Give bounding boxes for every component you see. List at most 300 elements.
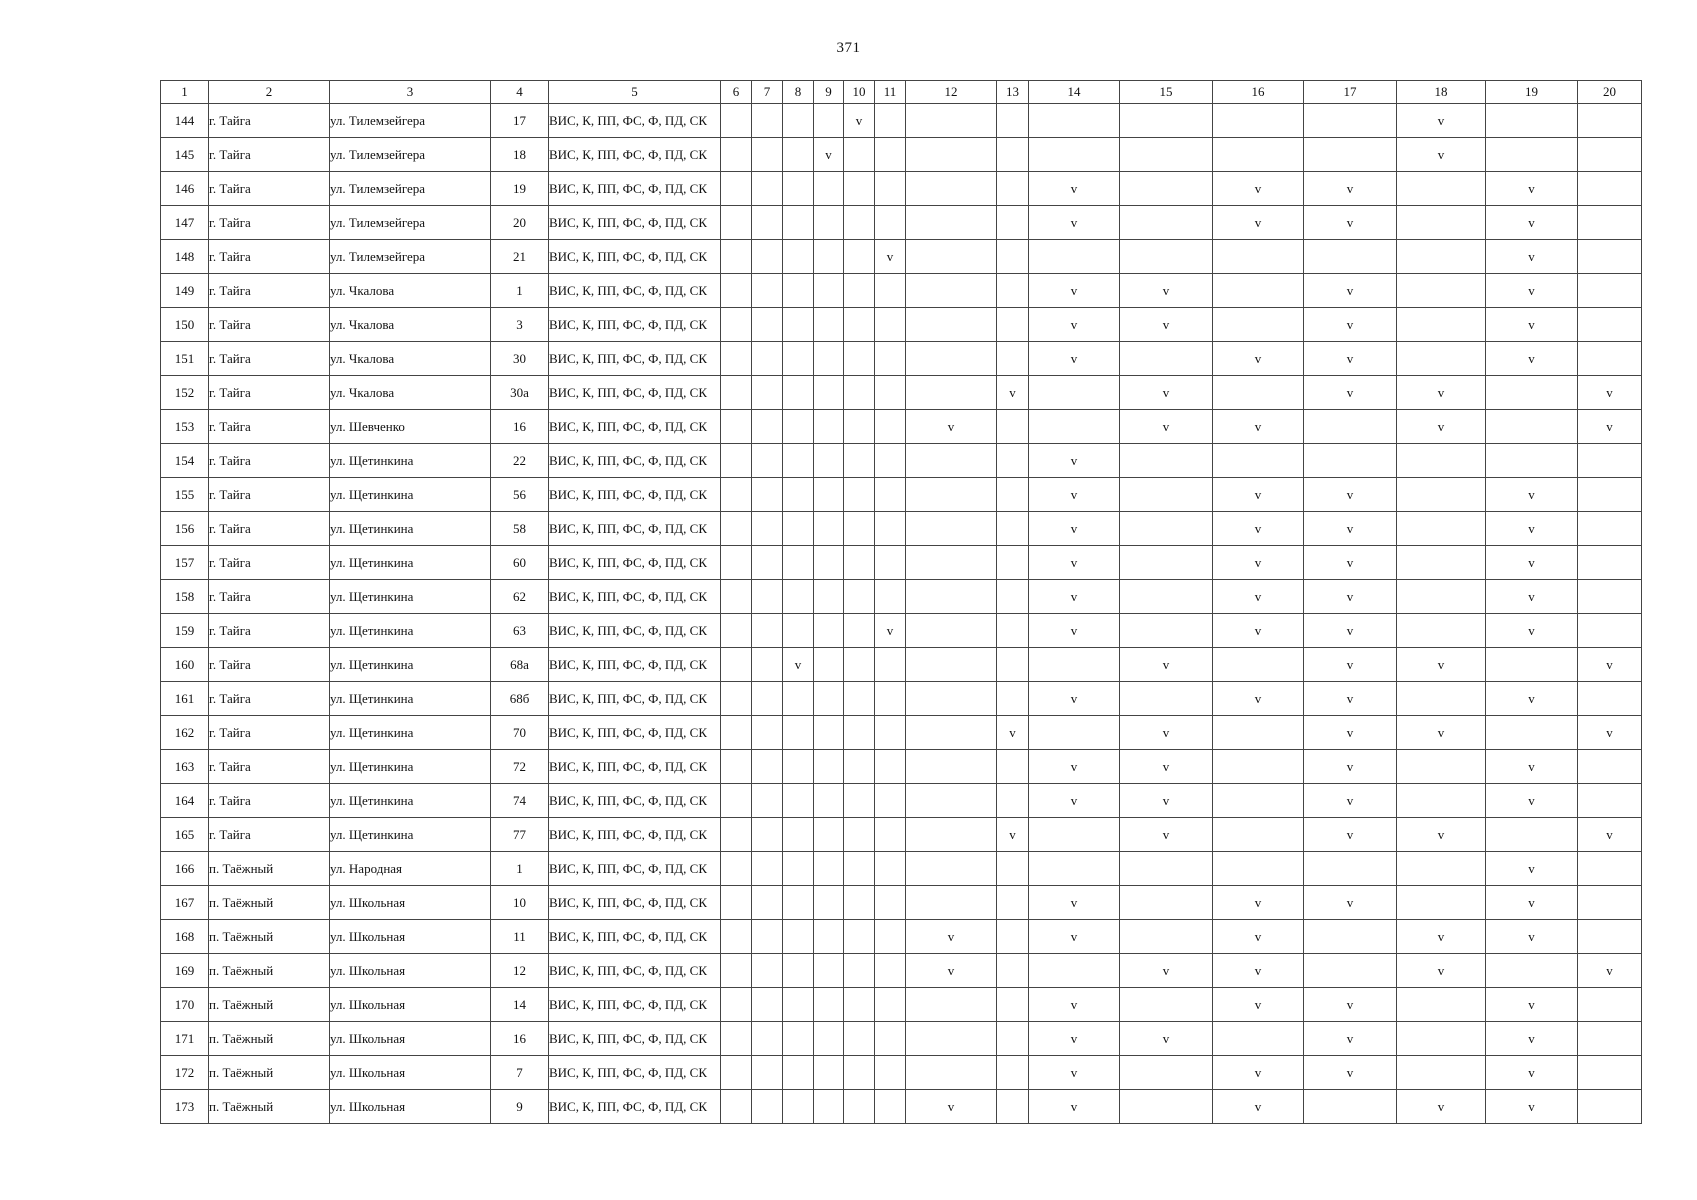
check-mark-col-17: v	[1304, 206, 1397, 240]
check-cell-col-15	[1120, 240, 1213, 274]
table-row	[161, 614, 1642, 648]
check-cell-col-8	[783, 852, 814, 886]
check-cell-col-8	[783, 580, 814, 614]
table-row	[161, 988, 1642, 1022]
check-cell-col-16	[1213, 750, 1304, 784]
row-number-cell: 166	[161, 852, 209, 886]
work-types-cell: ВИС, К, ПП, ФС, Ф, ПД, СК	[549, 512, 721, 546]
locality-cell: п. Таёжный	[209, 988, 330, 1022]
check-cell-col-13	[997, 308, 1029, 342]
column-header-16: 16	[1213, 81, 1304, 104]
work-types-cell: ВИС, К, ПП, ФС, Ф, ПД, СК	[549, 274, 721, 308]
check-cell-col-8	[783, 104, 814, 138]
check-cell-col-13	[997, 954, 1029, 988]
check-cell-col-14	[1029, 716, 1120, 750]
check-cell-col-8	[783, 886, 814, 920]
check-cell-col-6	[721, 784, 752, 818]
check-cell-col-13	[997, 138, 1029, 172]
check-cell-col-15	[1120, 580, 1213, 614]
check-mark-col-17: v	[1304, 988, 1397, 1022]
row-number-cell: 153	[161, 410, 209, 444]
check-cell-col-6	[721, 1090, 752, 1124]
row-number-cell: 168	[161, 920, 209, 954]
check-cell-col-16	[1213, 852, 1304, 886]
check-cell-col-10	[844, 716, 875, 750]
check-cell-col-10	[844, 342, 875, 376]
check-cell-col-12	[906, 104, 997, 138]
check-cell-col-14	[1029, 104, 1120, 138]
street-cell: ул. Чкалова	[330, 274, 491, 308]
house-number-cell: 9	[491, 1090, 549, 1124]
house-number-cell: 18	[491, 138, 549, 172]
check-cell-col-17	[1304, 410, 1397, 444]
work-types-cell: ВИС, К, ПП, ФС, Ф, ПД, СК	[549, 750, 721, 784]
check-cell-col-7	[752, 580, 783, 614]
table-row	[161, 852, 1642, 886]
check-cell-col-7	[752, 784, 783, 818]
check-cell-col-11	[875, 546, 906, 580]
check-mark-col-14: v	[1029, 342, 1120, 376]
street-cell: ул. Школьная	[330, 1022, 491, 1056]
check-cell-col-20	[1578, 546, 1642, 580]
street-cell: ул. Щетинкина	[330, 750, 491, 784]
check-cell-col-18	[1397, 240, 1486, 274]
check-cell-col-6	[721, 172, 752, 206]
check-mark-col-19: v	[1486, 206, 1578, 240]
check-cell-col-14	[1029, 954, 1120, 988]
row-number-cell: 162	[161, 716, 209, 750]
check-mark-col-20: v	[1578, 376, 1642, 410]
check-mark-col-20: v	[1578, 818, 1642, 852]
street-cell: ул. Школьная	[330, 1090, 491, 1124]
check-cell-col-12	[906, 614, 997, 648]
locality-cell: г. Тайга	[209, 750, 330, 784]
check-mark-col-14: v	[1029, 546, 1120, 580]
table-row	[161, 376, 1642, 410]
check-mark-col-12: v	[906, 920, 997, 954]
check-cell-col-10	[844, 886, 875, 920]
check-cell-col-11	[875, 750, 906, 784]
check-mark-col-18: v	[1397, 716, 1486, 750]
check-cell-col-11	[875, 342, 906, 376]
check-cell-col-13	[997, 478, 1029, 512]
check-cell-col-13	[997, 444, 1029, 478]
house-number-cell: 16	[491, 410, 549, 444]
locality-cell: г. Тайга	[209, 716, 330, 750]
check-mark-col-14: v	[1029, 274, 1120, 308]
street-cell: ул. Щетинкина	[330, 444, 491, 478]
check-cell-col-20	[1578, 138, 1642, 172]
street-cell: ул. Тилемзейгера	[330, 206, 491, 240]
check-cell-col-11	[875, 512, 906, 546]
table-row	[161, 1056, 1642, 1090]
check-cell-col-10	[844, 784, 875, 818]
check-mark-col-18: v	[1397, 104, 1486, 138]
work-types-cell: ВИС, К, ПП, ФС, Ф, ПД, СК	[549, 376, 721, 410]
check-cell-col-18	[1397, 886, 1486, 920]
check-cell-col-15	[1120, 614, 1213, 648]
check-cell-col-7	[752, 1056, 783, 1090]
row-number-cell: 145	[161, 138, 209, 172]
check-cell-col-9	[814, 886, 844, 920]
check-cell-col-20	[1578, 240, 1642, 274]
check-cell-col-12	[906, 682, 997, 716]
check-cell-col-9	[814, 784, 844, 818]
row-number-cell: 146	[161, 172, 209, 206]
check-cell-col-19	[1486, 648, 1578, 682]
house-number-cell: 1	[491, 274, 549, 308]
check-mark-col-17: v	[1304, 648, 1397, 682]
column-header-4: 4	[491, 81, 549, 104]
check-cell-col-20	[1578, 1056, 1642, 1090]
house-number-cell: 19	[491, 172, 549, 206]
check-cell-col-6	[721, 206, 752, 240]
check-mark-col-19: v	[1486, 342, 1578, 376]
check-cell-col-20	[1578, 478, 1642, 512]
work-types-cell: ВИС, К, ПП, ФС, Ф, ПД, СК	[549, 1056, 721, 1090]
column-header-8: 8	[783, 81, 814, 104]
row-number-cell: 164	[161, 784, 209, 818]
check-cell-col-6	[721, 546, 752, 580]
check-cell-col-20	[1578, 1022, 1642, 1056]
check-cell-col-20	[1578, 920, 1642, 954]
check-cell-col-11	[875, 1056, 906, 1090]
check-mark-col-15: v	[1120, 818, 1213, 852]
check-cell-col-9	[814, 444, 844, 478]
check-cell-col-9	[814, 1022, 844, 1056]
check-cell-col-7	[752, 818, 783, 852]
check-cell-col-18	[1397, 1056, 1486, 1090]
check-cell-col-7	[752, 342, 783, 376]
check-cell-col-8	[783, 512, 814, 546]
check-cell-col-8	[783, 1090, 814, 1124]
check-mark-col-17: v	[1304, 1056, 1397, 1090]
table-row	[161, 512, 1642, 546]
check-mark-col-18: v	[1397, 920, 1486, 954]
street-cell: ул. Чкалова	[330, 308, 491, 342]
check-cell-col-12	[906, 512, 997, 546]
check-cell-col-8	[783, 920, 814, 954]
table-row	[161, 750, 1642, 784]
check-cell-col-8	[783, 716, 814, 750]
check-cell-col-20	[1578, 444, 1642, 478]
locality-cell: г. Тайга	[209, 172, 330, 206]
check-cell-col-19	[1486, 410, 1578, 444]
check-mark-col-14: v	[1029, 988, 1120, 1022]
table-row	[161, 716, 1642, 750]
check-cell-col-19	[1486, 376, 1578, 410]
check-cell-col-11	[875, 104, 906, 138]
check-cell-col-8	[783, 478, 814, 512]
street-cell: ул. Щетинкина	[330, 682, 491, 716]
check-mark-col-17: v	[1304, 546, 1397, 580]
row-number-cell: 152	[161, 376, 209, 410]
check-cell-col-18	[1397, 614, 1486, 648]
check-cell-col-7	[752, 444, 783, 478]
street-cell: ул. Щетинкина	[330, 784, 491, 818]
check-mark-col-15: v	[1120, 1022, 1213, 1056]
check-cell-col-8	[783, 1022, 814, 1056]
check-mark-col-17: v	[1304, 750, 1397, 784]
check-cell-col-11	[875, 376, 906, 410]
check-mark-col-19: v	[1486, 852, 1578, 886]
column-header-13: 13	[997, 81, 1029, 104]
work-types-cell: ВИС, К, ПП, ФС, Ф, ПД, СК	[549, 580, 721, 614]
house-number-cell: 68а	[491, 648, 549, 682]
check-cell-col-13	[997, 104, 1029, 138]
page-number: 371	[836, 40, 861, 56]
check-cell-col-15	[1120, 682, 1213, 716]
check-cell-col-13	[997, 546, 1029, 580]
house-number-cell: 58	[491, 512, 549, 546]
check-cell-col-12	[906, 240, 997, 274]
column-header-1: 1	[161, 81, 209, 104]
check-mark-col-15: v	[1120, 648, 1213, 682]
street-cell: ул. Тилемзейгера	[330, 240, 491, 274]
street-cell: ул. Школьная	[330, 988, 491, 1022]
check-cell-col-10	[844, 1090, 875, 1124]
check-cell-col-20	[1578, 682, 1642, 716]
check-cell-col-12	[906, 852, 997, 886]
check-cell-col-14	[1029, 648, 1120, 682]
check-cell-col-8	[783, 376, 814, 410]
check-mark-col-14: v	[1029, 920, 1120, 954]
check-cell-col-12	[906, 784, 997, 818]
locality-cell: г. Тайга	[209, 818, 330, 852]
check-mark-col-18: v	[1397, 138, 1486, 172]
locality-cell: г. Тайга	[209, 682, 330, 716]
check-cell-col-12	[906, 1022, 997, 1056]
check-mark-col-16: v	[1213, 614, 1304, 648]
check-cell-col-20	[1578, 206, 1642, 240]
check-cell-col-16	[1213, 240, 1304, 274]
house-number-cell: 16	[491, 1022, 549, 1056]
check-mark-col-20: v	[1578, 716, 1642, 750]
check-cell-col-8	[783, 206, 814, 240]
check-cell-col-8	[783, 172, 814, 206]
work-types-cell: ВИС, К, ПП, ФС, Ф, ПД, СК	[549, 240, 721, 274]
row-number-cell: 156	[161, 512, 209, 546]
check-mark-col-19: v	[1486, 240, 1578, 274]
check-mark-col-17: v	[1304, 614, 1397, 648]
check-mark-col-18: v	[1397, 410, 1486, 444]
check-cell-col-17	[1304, 852, 1397, 886]
check-mark-col-18: v	[1397, 954, 1486, 988]
check-cell-col-15	[1120, 920, 1213, 954]
check-mark-col-19: v	[1486, 988, 1578, 1022]
check-mark-col-15: v	[1120, 750, 1213, 784]
check-cell-col-8	[783, 274, 814, 308]
street-cell: ул. Чкалова	[330, 342, 491, 376]
check-cell-col-9	[814, 818, 844, 852]
check-cell-col-8	[783, 240, 814, 274]
check-mark-col-17: v	[1304, 886, 1397, 920]
check-cell-col-8	[783, 750, 814, 784]
check-mark-col-19: v	[1486, 1056, 1578, 1090]
check-cell-col-9	[814, 274, 844, 308]
row-number-cell: 148	[161, 240, 209, 274]
check-cell-col-12	[906, 750, 997, 784]
check-cell-col-15	[1120, 852, 1213, 886]
column-header-7: 7	[752, 81, 783, 104]
check-cell-col-11	[875, 138, 906, 172]
table-row	[161, 274, 1642, 308]
check-mark-col-20: v	[1578, 954, 1642, 988]
check-mark-col-20: v	[1578, 648, 1642, 682]
house-number-cell: 7	[491, 1056, 549, 1090]
check-cell-col-13	[997, 988, 1029, 1022]
check-cell-col-7	[752, 410, 783, 444]
check-mark-col-10: v	[844, 104, 875, 138]
check-cell-col-19	[1486, 104, 1578, 138]
check-cell-col-11	[875, 444, 906, 478]
check-cell-col-6	[721, 240, 752, 274]
check-cell-col-13	[997, 1022, 1029, 1056]
locality-cell: г. Тайга	[209, 784, 330, 818]
house-number-cell: 63	[491, 614, 549, 648]
check-cell-col-9	[814, 682, 844, 716]
check-cell-col-15	[1120, 546, 1213, 580]
locality-cell: п. Таёжный	[209, 1056, 330, 1090]
check-cell-col-8	[783, 138, 814, 172]
check-cell-col-18	[1397, 784, 1486, 818]
check-cell-col-11	[875, 682, 906, 716]
check-cell-col-6	[721, 988, 752, 1022]
work-types-cell: ВИС, К, ПП, ФС, Ф, ПД, СК	[549, 716, 721, 750]
street-cell: ул. Щетинкина	[330, 648, 491, 682]
check-mark-col-16: v	[1213, 172, 1304, 206]
check-mark-col-17: v	[1304, 784, 1397, 818]
check-cell-col-13	[997, 512, 1029, 546]
house-number-cell: 70	[491, 716, 549, 750]
check-mark-col-16: v	[1213, 886, 1304, 920]
check-cell-col-15	[1120, 444, 1213, 478]
check-mark-col-16: v	[1213, 512, 1304, 546]
table-row	[161, 954, 1642, 988]
check-mark-col-16: v	[1213, 1056, 1304, 1090]
check-cell-col-18	[1397, 478, 1486, 512]
check-cell-col-20	[1578, 886, 1642, 920]
check-mark-col-16: v	[1213, 954, 1304, 988]
check-cell-col-12	[906, 580, 997, 614]
check-mark-col-14: v	[1029, 886, 1120, 920]
work-types-cell: ВИС, К, ПП, ФС, Ф, ПД, СК	[549, 478, 721, 512]
check-cell-col-12	[906, 376, 997, 410]
check-cell-col-16	[1213, 104, 1304, 138]
locality-cell: г. Тайга	[209, 580, 330, 614]
row-number-cell: 161	[161, 682, 209, 716]
check-mark-col-15: v	[1120, 954, 1213, 988]
check-mark-col-13: v	[997, 716, 1029, 750]
check-mark-col-19: v	[1486, 546, 1578, 580]
street-cell: ул. Школьная	[330, 886, 491, 920]
check-cell-col-9	[814, 852, 844, 886]
work-types-cell: ВИС, К, ПП, ФС, Ф, ПД, СК	[549, 920, 721, 954]
check-cell-col-11	[875, 478, 906, 512]
row-number-cell: 155	[161, 478, 209, 512]
check-cell-col-13	[997, 682, 1029, 716]
check-cell-col-9	[814, 512, 844, 546]
check-cell-col-16	[1213, 308, 1304, 342]
check-mark-col-17: v	[1304, 716, 1397, 750]
check-cell-col-10	[844, 852, 875, 886]
check-cell-col-17	[1304, 444, 1397, 478]
check-cell-col-11	[875, 648, 906, 682]
check-cell-col-18	[1397, 580, 1486, 614]
check-cell-col-9	[814, 172, 844, 206]
check-cell-col-10	[844, 920, 875, 954]
work-types-cell: ВИС, К, ПП, ФС, Ф, ПД, СК	[549, 886, 721, 920]
check-cell-col-7	[752, 104, 783, 138]
check-cell-col-7	[752, 648, 783, 682]
work-types-cell: ВИС, К, ПП, ФС, Ф, ПД, СК	[549, 172, 721, 206]
house-number-cell: 10	[491, 886, 549, 920]
check-cell-col-11	[875, 818, 906, 852]
check-cell-col-9	[814, 410, 844, 444]
check-cell-col-7	[752, 920, 783, 954]
locality-cell: п. Таёжный	[209, 954, 330, 988]
street-cell: ул. Тилемзейгера	[330, 172, 491, 206]
check-cell-col-11	[875, 1090, 906, 1124]
check-cell-col-6	[721, 444, 752, 478]
check-mark-col-16: v	[1213, 1090, 1304, 1124]
row-number-cell: 167	[161, 886, 209, 920]
work-types-cell: ВИС, К, ПП, ФС, Ф, ПД, СК	[549, 206, 721, 240]
check-cell-col-13	[997, 648, 1029, 682]
check-mark-col-19: v	[1486, 614, 1578, 648]
column-header-12: 12	[906, 81, 997, 104]
check-cell-col-7	[752, 886, 783, 920]
check-cell-col-7	[752, 750, 783, 784]
check-cell-col-10	[844, 240, 875, 274]
check-cell-col-6	[721, 138, 752, 172]
check-cell-col-9	[814, 750, 844, 784]
check-mark-col-14: v	[1029, 172, 1120, 206]
check-cell-col-9	[814, 580, 844, 614]
check-cell-col-11	[875, 206, 906, 240]
check-mark-col-17: v	[1304, 1022, 1397, 1056]
row-number-cell: 157	[161, 546, 209, 580]
house-number-cell: 72	[491, 750, 549, 784]
check-mark-col-19: v	[1486, 580, 1578, 614]
work-types-cell: ВИС, К, ПП, ФС, Ф, ПД, СК	[549, 784, 721, 818]
check-cell-col-14	[1029, 852, 1120, 886]
locality-cell: п. Таёжный	[209, 1090, 330, 1124]
work-types-cell: ВИС, К, ПП, ФС, Ф, ПД, СК	[549, 818, 721, 852]
check-mark-col-16: v	[1213, 920, 1304, 954]
table-row	[161, 104, 1642, 138]
check-mark-col-14: v	[1029, 1056, 1120, 1090]
check-mark-col-16: v	[1213, 342, 1304, 376]
check-cell-col-7	[752, 546, 783, 580]
check-mark-col-14: v	[1029, 206, 1120, 240]
check-cell-col-17	[1304, 1090, 1397, 1124]
table-row	[161, 172, 1642, 206]
house-number-cell: 3	[491, 308, 549, 342]
column-header-20: 20	[1578, 81, 1642, 104]
check-cell-col-6	[721, 104, 752, 138]
column-header-11: 11	[875, 81, 906, 104]
check-cell-col-12	[906, 716, 997, 750]
check-cell-col-12	[906, 1056, 997, 1090]
check-cell-col-19	[1486, 444, 1578, 478]
street-cell: ул. Школьная	[330, 954, 491, 988]
check-mark-col-14: v	[1029, 308, 1120, 342]
check-cell-col-7	[752, 308, 783, 342]
check-cell-col-15	[1120, 886, 1213, 920]
house-number-cell: 12	[491, 954, 549, 988]
check-cell-col-10	[844, 648, 875, 682]
